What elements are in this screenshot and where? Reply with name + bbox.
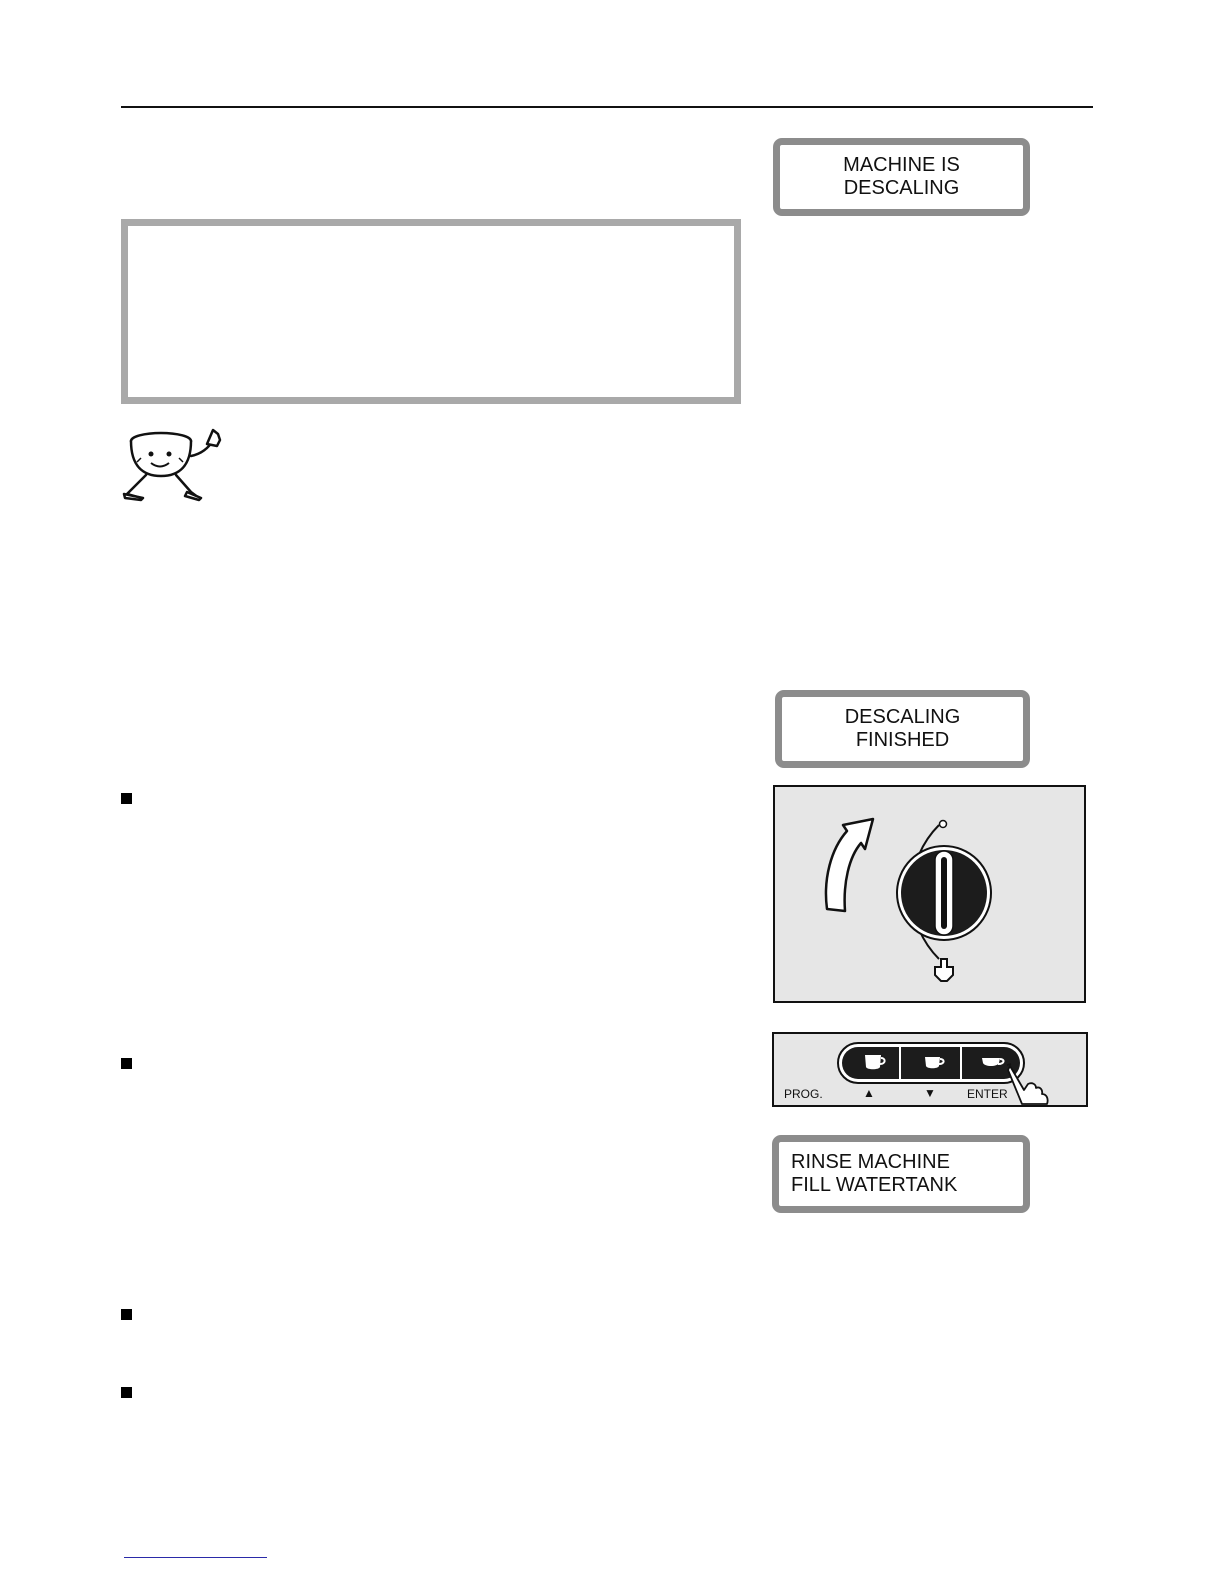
lcd-finished-text: DESCALING FINISHED [844, 706, 961, 751]
bullet-1 [121, 793, 132, 804]
rotate-arrow-icon [826, 819, 873, 911]
bullet-2 [121, 1058, 132, 1069]
cup-medium-icon [904, 1046, 964, 1078]
pointing-hand-icon [1002, 1060, 1052, 1106]
cup-medium-button[interactable] [904, 1046, 964, 1078]
warning-box [121, 219, 741, 404]
bullet-3 [121, 1309, 132, 1320]
coffee-cup-mascot-icon [121, 426, 233, 504]
bullet-4 [121, 1387, 132, 1398]
prog-label: PROG. [784, 1087, 823, 1101]
lcd-display-rinse [772, 1135, 1030, 1213]
cup-large-icon [844, 1046, 904, 1078]
lcd-display-descaling [773, 138, 1030, 216]
lcd-rinse-text: RINSE MACHINE FILL WATERTANK [791, 1151, 958, 1196]
steam-dial-panel [773, 785, 1086, 1003]
lcd-display-finished [775, 690, 1030, 768]
lcd-descaling-text: MACHINE IS DESCALING [843, 154, 960, 199]
steam-dial-illustration [775, 787, 1084, 1001]
control-panel [772, 1032, 1088, 1107]
dial-knob-grip-inner [941, 857, 947, 929]
cup-large-button[interactable] [844, 1046, 904, 1078]
footer-link-underline[interactable] [124, 1557, 267, 1558]
up-arrow-label: ▲ [863, 1086, 875, 1100]
header-rule [121, 106, 1093, 108]
steam-symbol-icon [935, 959, 953, 981]
down-arrow-label: ▼ [924, 1086, 936, 1100]
enter-label: ENTER [967, 1087, 1008, 1101]
off-position-indicator [940, 821, 947, 828]
